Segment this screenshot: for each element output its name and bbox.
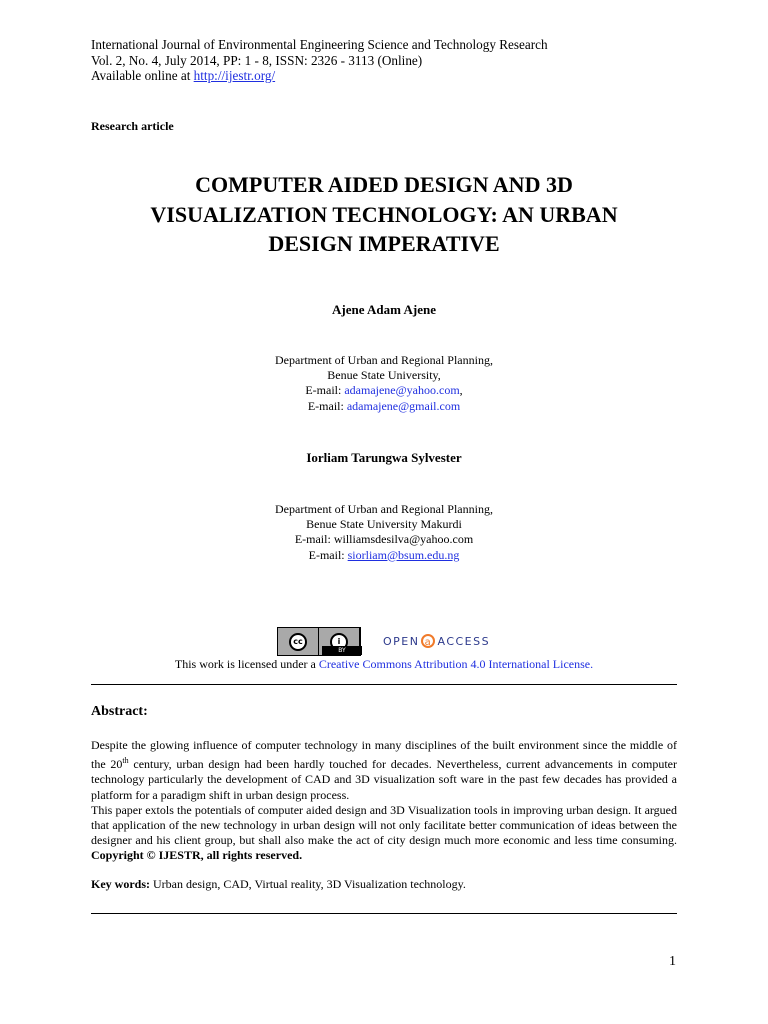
abstract-p2-text: This paper extols the potentials of computer aided design and 3D Visualization tools in improving urban design. It argued that application of the new technology in urban design will not only facilitate better communication of ideas between the designer and his client group, but shall also make the act of city design much more economic and less time consuming. (91, 802, 677, 848)
author-1-email-1-link[interactable]: adamajene@yahoo.com (344, 383, 460, 398)
title-line-1: COMPUTER AIDED DESIGN AND 3D (195, 172, 573, 197)
author-1-email-2-link[interactable]: adamajene@gmail.com (346, 398, 461, 413)
oa-open-text: OPEN (383, 634, 420, 648)
open-access-logo (383, 634, 490, 648)
email-label: E-mail: (294, 532, 334, 547)
availability-prefix: Available online at (91, 68, 194, 83)
title-line-2: VISUALIZATION TECHNOLOGY: AN URBAN (150, 201, 618, 227)
author-2-email-line-1 (91, 532, 677, 547)
attribution-icon: i (330, 633, 348, 651)
cc-icon: cc (289, 633, 307, 651)
title-line-3: DESIGN IMPERATIVE (268, 231, 500, 256)
license-statement (91, 657, 677, 672)
author-2-department: Department of Urban and Regional Planning, (275, 502, 493, 516)
abstract-paragraph-2 (91, 803, 677, 864)
abstract-heading: Abstract: (91, 704, 148, 719)
author-1-email-line-2 (91, 399, 677, 414)
cc-by-badge[interactable] (277, 627, 361, 656)
keywords-label: Key words: (91, 877, 150, 891)
license-prefix: This work is licensed under a (174, 657, 319, 671)
journal-availability (91, 68, 548, 84)
author-2-name: Iorliam Tarungwa Sylvester (306, 450, 462, 465)
author-1-name: Ajene Adam Ajene (332, 302, 436, 317)
email-suffix: , (459, 383, 463, 398)
cc-logo-cell (278, 628, 319, 655)
email-label: E-mail: (308, 547, 348, 562)
keywords (91, 877, 466, 892)
abstract-superscript: th (122, 756, 129, 766)
journal-url-link[interactable]: http://ijestr.org/ (193, 68, 276, 83)
open-access-lock-icon: a (421, 634, 435, 648)
author-1-affiliation (91, 353, 677, 414)
author-1-university: Benue State University, (327, 368, 441, 383)
author-2-email-1: williamsdesilva@yahoo.com (333, 532, 474, 547)
author-1-email-line-1 (91, 383, 677, 398)
author-2-email-2-link[interactable]: siorliam@bsum.edu.ng (347, 547, 460, 562)
divider-top (91, 684, 677, 685)
journal-header (91, 37, 548, 84)
email-label: E-mail: (305, 383, 345, 398)
oa-access-text: ACCESS (437, 634, 491, 648)
email-label: E-mail: (307, 398, 347, 413)
keywords-text: Urban design, CAD, Virtual reality, 3D Visualization technology. (150, 877, 466, 891)
author-2-affiliation (91, 502, 677, 563)
author-1-department: Department of Urban and Regional Planning, (275, 353, 493, 367)
license-badges (91, 627, 677, 657)
journal-volume: Vol. 2, No. 4, July 2014, PP: 1 - 8, ISSN: 2326 - 3113 (Online) (91, 52, 423, 68)
license-link[interactable]: Creative Commons Attribution 4.0 International License. (318, 657, 594, 671)
abstract-p1-part-a: Despite the glowing influence of computer technology in many disciplines of the built environment since the middle of the 20 (91, 738, 677, 772)
copyright-notice: Copyright © IJESTR, all rights reserved. (91, 848, 303, 863)
page-number: 1 (669, 954, 676, 969)
author-2-university: Benue State University Makurdi (306, 517, 462, 532)
divider-bottom (91, 913, 677, 914)
cc-by-label: BY (322, 646, 362, 655)
abstract-paragraph-1 (91, 738, 677, 803)
author-2-email-line-2 (91, 548, 677, 563)
article-type: Research article (91, 119, 174, 133)
abstract-body (91, 738, 677, 864)
paper-title (91, 170, 677, 259)
journal-name: International Journal of Environmental Engineering Science and Technology Research (91, 37, 548, 52)
abstract-p1-part-b: century, urban design had been hardly touched for decades. Nevertheless, current advancements in computer technology particularly the development of CAD and 3D visualization soft ware in the past few decades has provided a platform for a paradigm shift in urban design process. (91, 757, 677, 802)
